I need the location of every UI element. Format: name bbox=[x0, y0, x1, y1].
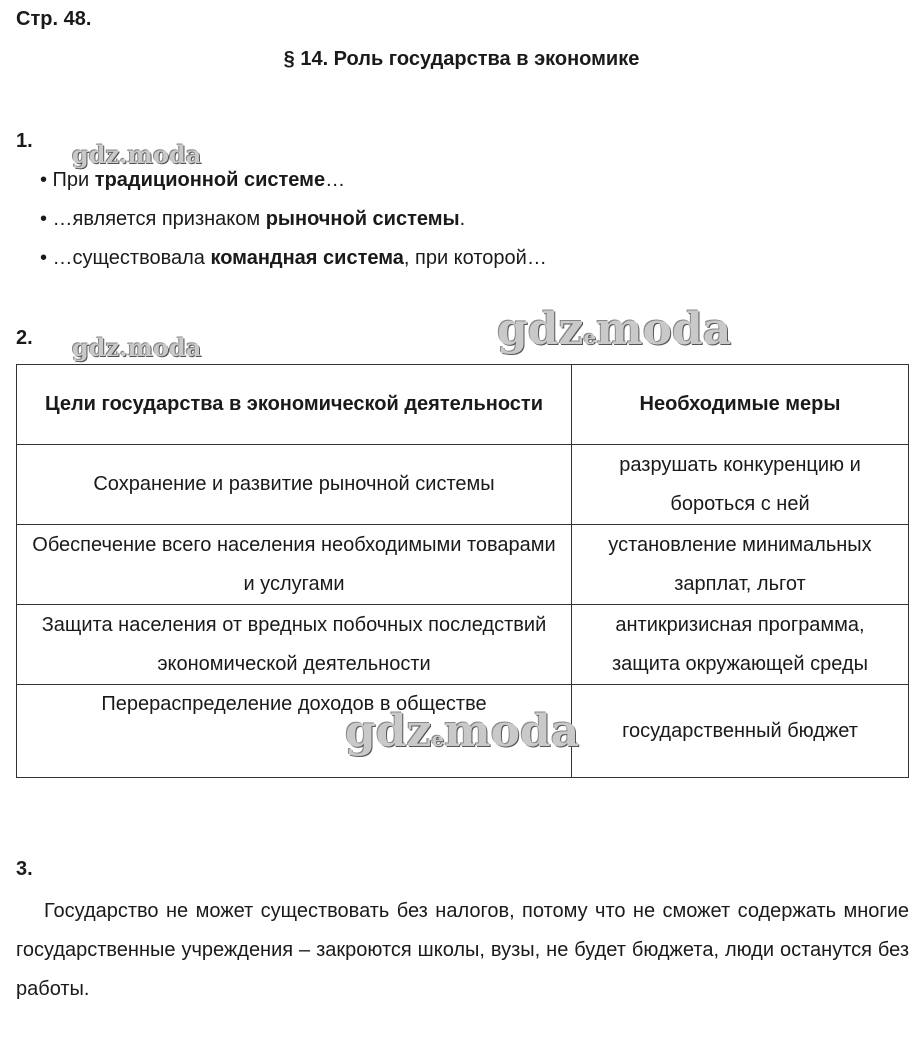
bullet-item-2 bbox=[40, 208, 465, 231]
answer-text: Государство не может существовать без налогов, потому что не сможет содержать многие государственные учреждения – закроются школы, вузы, не будет бюджета, люди останутся без работы. bbox=[16, 900, 909, 1000]
task-3-answer bbox=[16, 892, 909, 1009]
table-cell-goal: Защита населения от вредных побочных последствий экономической деятельности bbox=[17, 605, 572, 685]
page-number: Стр. 48. bbox=[16, 8, 92, 30]
section-title: § 14. Роль государства в экономике bbox=[283, 48, 640, 70]
bullet-text: • При bbox=[40, 169, 95, 191]
watermark-large: gdzemoda bbox=[497, 304, 732, 355]
table-row bbox=[17, 445, 909, 525]
bullet-bold-term: командная система bbox=[210, 247, 404, 269]
watermark-small: gdz.moda bbox=[72, 333, 202, 362]
table-cell-measure: установление минимальных зарплат, льгот bbox=[572, 525, 909, 605]
bullet-bold-term: традиционной системе bbox=[94, 169, 326, 191]
table-header-goals: Цели государства в экономической деятельности bbox=[17, 365, 572, 445]
table-row bbox=[17, 605, 909, 685]
bullet-bold-term: рыночной системы bbox=[265, 208, 460, 230]
table-cell-goal: Обеспечение всего населения необходимыми товарами и услугами bbox=[17, 525, 572, 605]
table-header-measures: Необходимые меры bbox=[572, 365, 909, 445]
bullet-item-1 bbox=[40, 169, 345, 192]
bullet-text: • …является признаком bbox=[40, 208, 266, 230]
table-cell-goal: Перераспределение доходов в обществе bbox=[17, 685, 572, 778]
table-cell-measure: государственный бюджет bbox=[572, 685, 909, 778]
bullet-text: … bbox=[325, 169, 346, 191]
table-header-row bbox=[17, 365, 909, 445]
bullet-text: , при которой… bbox=[403, 247, 547, 269]
watermark-small: gdz.moda bbox=[72, 140, 202, 169]
task-3-number: 3. bbox=[16, 858, 33, 880]
table-row bbox=[17, 525, 909, 605]
bullet-item-3 bbox=[40, 247, 547, 270]
bullet-text: • …существовала bbox=[40, 247, 211, 269]
table-cell-goal: Сохранение и развитие рыночной системы bbox=[17, 445, 572, 525]
task-1-number: 1. bbox=[16, 130, 33, 152]
task-2-number: 2. bbox=[16, 327, 33, 349]
bullet-text: . bbox=[459, 208, 466, 230]
table-cell-measure: антикризисная программа, защита окружающей среды bbox=[572, 605, 909, 685]
watermark-large: gdzemoda bbox=[345, 706, 580, 757]
table-cell-measure: разрушать конкуренцию и бороться с ней bbox=[572, 445, 909, 525]
